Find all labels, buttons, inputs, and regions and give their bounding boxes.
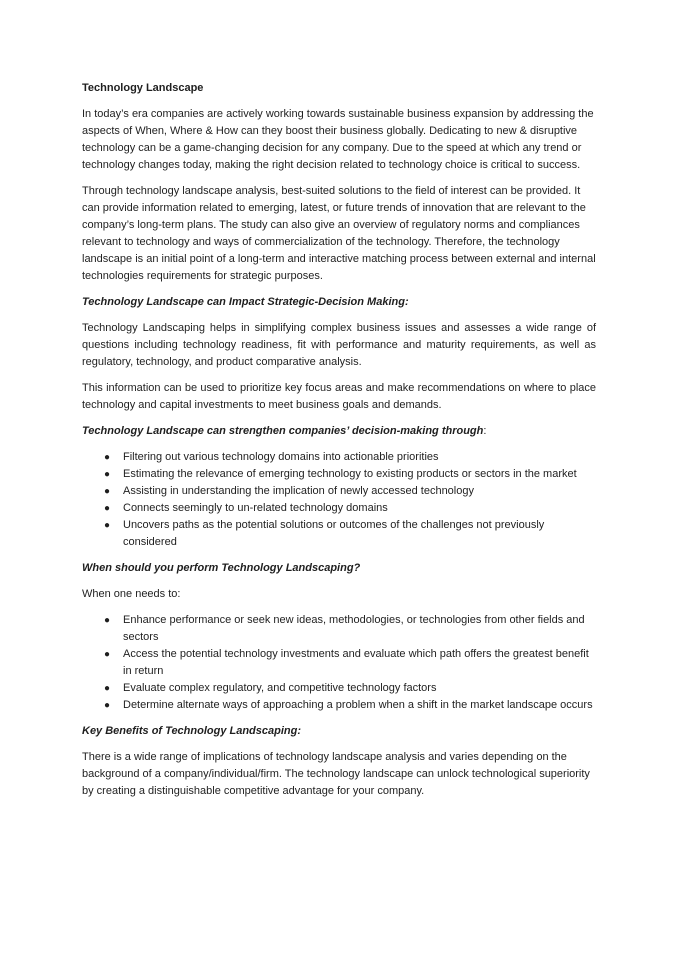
heading-strategic-decision: Technology Landscape can Impact Strategic-Decision Making: (82, 296, 409, 308)
bullet-icon: ● (104, 452, 111, 463)
benefits-paragraph: There is a wide range of implications of technology landscape analysis and varies depending on the background of a company/individual/firm. The technology landscape can unlock technological superiority by creating a distinguishable competitive advantage for your company. (82, 751, 590, 797)
list-item: ● Estimating the relevance of emerging technology to existing products or sectors in the market (82, 466, 596, 483)
list-item: ● Assisting in understanding the implication of newly accessed technology (82, 483, 596, 500)
analysis-paragraph: Through technology landscape analysis, best-suited solutions to the field of interest can be provided. It can provide information related to emerging, latest, or future trends of innovation that are relevant to the company’s long-term plans. The study can also give an overview of regulatory norms and compliances relevant to technology and ways of commercialization of the technology. Therefore, the technology landscape is an initial point of a long-term and interactive matching process between external and internal technologies requirements for strategic purposes. (82, 185, 596, 282)
bullet-icon: ● (104, 469, 111, 480)
intro-paragraph: In today’s era companies are actively working towards sustainable business expansion by addressing the aspects of When, Where & How can they boost their business globally. Dedicating to new & disruptive technology can be a game-changing decision for any company. Due to the speed at which any trend or technology changes today, making the right decision related to technology choice is critical to success. (82, 108, 594, 171)
bullet-icon: ● (104, 615, 111, 626)
bullet-icon: ● (104, 700, 111, 711)
heading-key-benefits: Key Benefits of Technology Landscaping: (82, 725, 302, 737)
heading-when-perform: When should you perform Technology Landscaping? (82, 562, 361, 574)
list-item: ● Access the potential technology investments and evaluate which path offers the greatest benefit in return (104, 648, 589, 677)
list-item: ● Evaluate complex regulatory, and competitive technology factors (82, 680, 596, 697)
prioritize-paragraph: This information can be used to prioritize key focus areas and make recommendations on where to place technology and capital investments to meet business goals and demands. (82, 382, 596, 411)
bullet-icon: ● (104, 503, 111, 514)
decision-making-list (82, 449, 596, 551)
list-item: ● Determine alternate ways of approaching a problem when a shift in the market landscape occurs (82, 697, 596, 714)
heading-decision-making-colon: : (483, 425, 487, 437)
bullet-icon: ● (104, 486, 111, 497)
bullet-icon: ● (104, 520, 111, 531)
when-perform-list (82, 612, 596, 714)
heading-decision-making (82, 423, 596, 440)
bullet-icon: ● (104, 649, 111, 660)
list-item: ● Uncovers paths as the potential solutions or outcomes of the challenges not previously considered (104, 519, 545, 548)
list-item: ● Filtering out various technology domains into actionable priorities (82, 449, 596, 466)
list-item: ● Enhance performance or seek new ideas, methodologies, or technologies from other fields and sectors (104, 614, 585, 643)
list-item: ● Connects seemingly to un-related technology domains (82, 500, 596, 517)
document-title: Technology Landscape (82, 82, 204, 94)
heading-decision-making-text: Technology Landscape can strengthen companies’ decision-making through (82, 425, 484, 437)
when-one-needs-paragraph: When one needs to: (82, 588, 181, 600)
landscaping-paragraph: Technology Landscaping helps in simplifying complex business issues and assesses a wide range of questions including technology readiness, fit with performance and maturity requirements, as well as regulatory, technology, and product comparative analysis. (82, 322, 596, 368)
bullet-icon: ● (104, 683, 111, 694)
